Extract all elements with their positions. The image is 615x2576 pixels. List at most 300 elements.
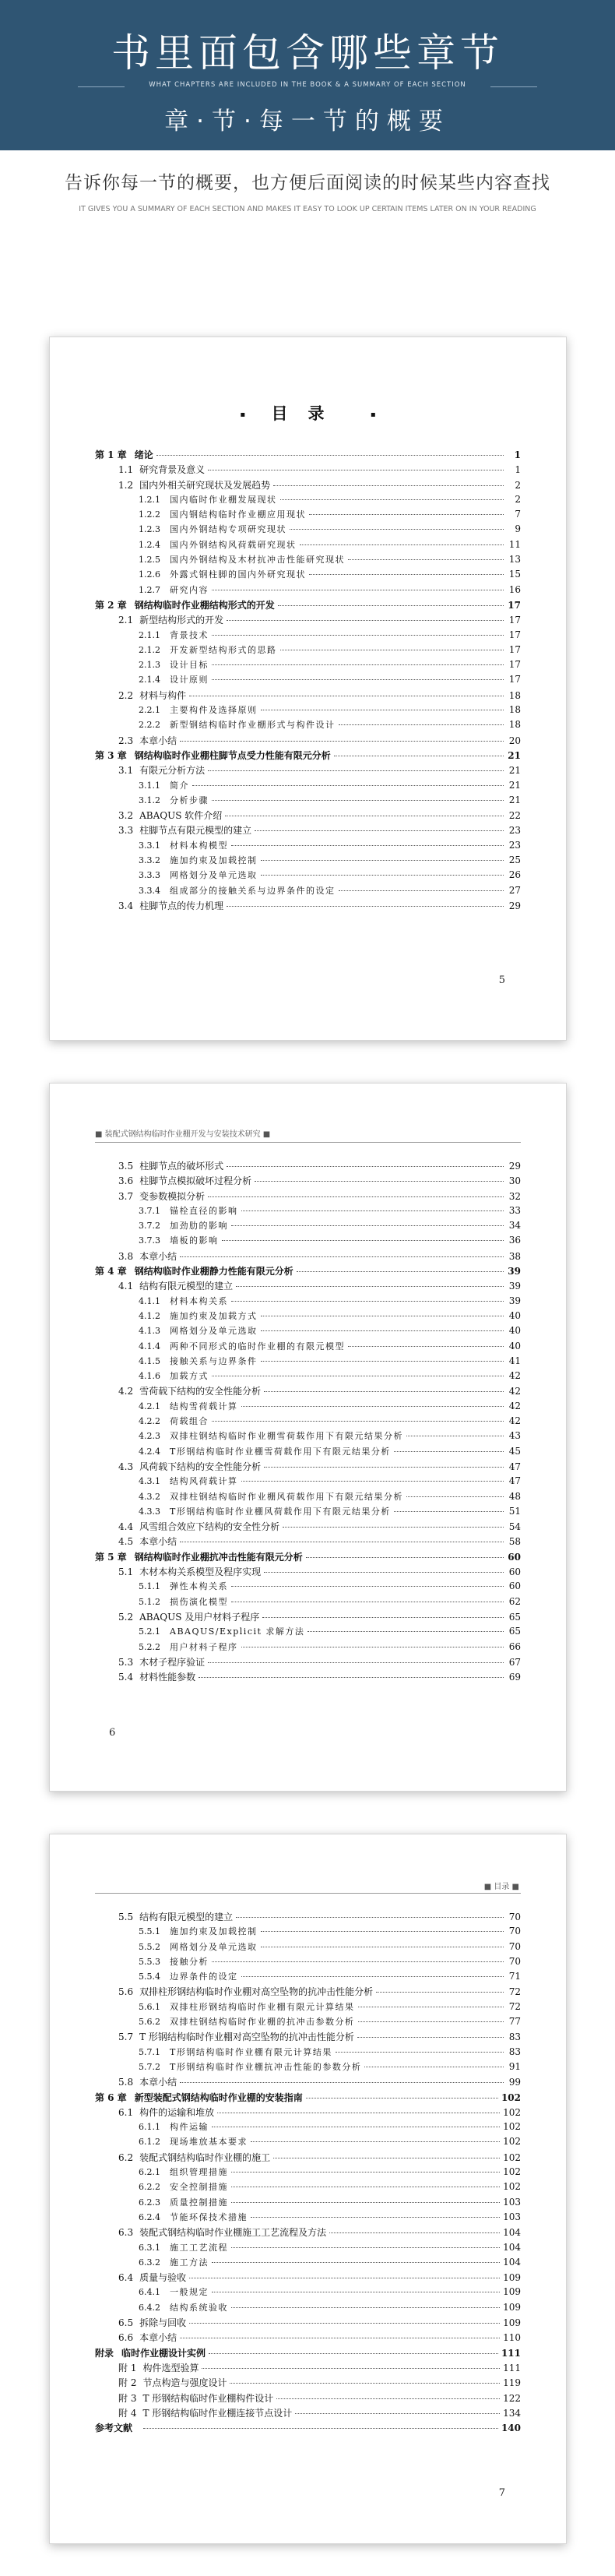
toc-entry <box>95 794 521 809</box>
toc-entry <box>95 2091 521 2106</box>
toc-entry-page: 29 <box>508 900 521 911</box>
toc-entry-page: 40 <box>508 1325 521 1337</box>
toc-entry <box>95 1234 521 1249</box>
toc-entry-page: 60 <box>508 1566 521 1578</box>
toc-entry-title: 构件选型验算 <box>142 2362 199 2373</box>
toc-entry-page: 104 <box>503 2256 521 2268</box>
toc-entry-number: 6.6 <box>118 2332 134 2344</box>
toc-entry-number: 第 4 章 <box>95 1266 127 1277</box>
toc-page-3 <box>49 1834 567 2544</box>
toc-entry <box>95 1565 521 1580</box>
toc-entry-number: 2.2.2 <box>139 720 160 731</box>
toc-entry <box>95 2075 521 2090</box>
toc-entry-number: 3.7.1 <box>139 1205 160 1216</box>
dot-leader <box>255 1181 504 1182</box>
dot-leader <box>227 906 504 907</box>
toc-entry-page: 71 <box>508 1971 521 1982</box>
toc-entry <box>95 2285 521 2300</box>
toc-entry <box>95 2225 521 2240</box>
dot-leader <box>231 1301 504 1302</box>
toc-entry-number: 2.2.1 <box>139 705 160 716</box>
toc-entry-number: 5.6.2 <box>139 2017 160 2028</box>
toc-entry-page: 104 <box>503 2241 521 2253</box>
toc-entry-page: 33 <box>508 1204 521 1216</box>
toc-entry-title: 背景技术 <box>170 629 209 640</box>
toc-entry-title: 网格划分及单元选取 <box>170 870 258 881</box>
toc-entry-page: 42 <box>508 1415 521 1427</box>
toc-entry <box>95 1340 521 1355</box>
banner-title: 书里面包含哪些章节 <box>111 30 504 76</box>
toc-entry-number: 6.5 <box>118 2317 134 2329</box>
dot-leader <box>212 800 504 801</box>
toc-entry-title: 弹性本构关系 <box>170 1581 228 1592</box>
toc-entry <box>95 2060 521 2075</box>
dot-leader <box>255 830 504 831</box>
toc-entry-page: 25 <box>508 855 521 866</box>
toc-list <box>95 1159 521 1685</box>
toc-entry-title: 临时作业棚设计实例 <box>121 2347 206 2359</box>
dot-leader <box>261 1330 504 1331</box>
toc-entry-title: 国内外钢结构及木材抗冲击性能研究现状 <box>170 555 345 566</box>
toc-entry-page: 13 <box>508 554 521 566</box>
toc-entry-number: 5.1 <box>118 1566 134 1578</box>
toc-entry-title: 墙板的影响 <box>170 1235 219 1246</box>
dot-leader <box>241 1210 504 1211</box>
toc-entry <box>95 2211 521 2225</box>
dot-leader <box>348 1346 504 1347</box>
toc-entry <box>95 734 521 749</box>
toc-entry-number: 2.1 <box>118 615 134 626</box>
toc-entry-number: 6.3.1 <box>139 2242 160 2253</box>
toc-entry <box>95 2046 521 2060</box>
toc-entry-number: 3.7.2 <box>139 1221 160 1232</box>
dot-leader <box>306 1557 504 1558</box>
toc-entry <box>95 1279 521 1294</box>
toc-entry-title: 组织管理措施 <box>170 2167 228 2178</box>
toc-entry-number: 附录 <box>95 2347 114 2359</box>
toc-entry <box>95 2000 521 2015</box>
toc-entry-title: 装配式钢结构临时作业棚的施工 <box>139 2151 271 2163</box>
toc-entry-title: 双排柱形钢结构临时作业棚对高空坠物的抗冲击性能分析 <box>139 1986 374 1998</box>
toc-entry-page: 39 <box>508 1266 521 1277</box>
toc-entry-number: 4.1.6 <box>139 1371 160 1382</box>
toc-entry <box>95 478 521 493</box>
toc-entry-number: 4.3 <box>118 1461 134 1472</box>
toc-entry-title: 新型结构形式的开发 <box>139 615 224 626</box>
toc-entry-title: 新型装配式钢结构临时作业棚的安装指南 <box>134 2091 303 2103</box>
dot-leader <box>143 2428 498 2429</box>
toc-entry-page: 72 <box>508 2000 521 2012</box>
toc-page-2 <box>49 1083 567 1792</box>
toc-entry <box>95 718 521 733</box>
toc-entry-number: 1.2.3 <box>139 524 160 535</box>
toc-entry <box>95 1910 521 1925</box>
toc-entry-page: 102 <box>503 2151 521 2163</box>
page-number: 5 <box>498 974 505 986</box>
toc-entry <box>95 493 521 508</box>
toc-entry-title: 材料本构模型 <box>170 840 228 851</box>
toc-entry-number: 3.4 <box>118 900 134 911</box>
toc-entry-number: 6.2.3 <box>139 2197 160 2208</box>
toc-entry-title: 本章小结 <box>139 2077 177 2088</box>
dot-leader <box>406 1496 504 1497</box>
toc-entry-page: 42 <box>508 1400 521 1411</box>
toc-entry-title: 外露式钢柱脚的国内外研究现状 <box>170 569 306 580</box>
dot-leader <box>261 860 504 861</box>
dot-leader <box>348 559 504 560</box>
toc-entry-page: 70 <box>508 1955 521 1967</box>
dot-leader <box>230 2383 500 2384</box>
toc-entry-number: 5.5.1 <box>139 1926 160 1937</box>
toc-entry-page: 39 <box>508 1295 521 1306</box>
toc-entry-number: 4.3.2 <box>139 1491 160 1502</box>
dot-leader <box>300 544 504 545</box>
dot-leader <box>212 1961 504 1962</box>
toc-entry-number: 6.2.1 <box>139 2167 160 2178</box>
toc-entry <box>95 2301 521 2316</box>
toc-entry-title: T形钢结构临时作业棚风荷载作用下有限元结果分析 <box>170 1506 391 1517</box>
dot-leader <box>212 635 504 636</box>
dot-leader <box>192 785 504 786</box>
toc-entry-number: 第 6 章 <box>95 2091 127 2103</box>
toc-entry-number: 3.1.2 <box>139 795 160 805</box>
dot-leader <box>264 1572 504 1573</box>
toc-entry-page: 65 <box>508 1611 521 1623</box>
toc-entry-title: 国内外相关研究现状及发展趋势 <box>139 479 271 491</box>
toc-entry <box>95 553 521 568</box>
dot-leader <box>264 1467 504 1468</box>
toc-entry-page: 102 <box>503 2136 521 2148</box>
toc-entry-title: T 形钢结构临时作业棚对高空坠物的抗冲击性能分析 <box>139 2032 354 2043</box>
toc-entry-page: 43 <box>508 1430 521 1442</box>
toc-entry-number: 2.1.2 <box>139 644 160 655</box>
toc-entry-page: 21 <box>508 779 521 791</box>
toc-entry-page: 11 <box>508 538 521 550</box>
toc-entry-title: T 形钢结构临时作业棚构件设计 <box>142 2392 274 2404</box>
toc-entry-number: 4.1.3 <box>139 1326 160 1337</box>
toc-entry <box>95 2361 521 2376</box>
toc-entry-title: 施加约束及加载控制 <box>170 1926 258 1937</box>
toc-entry-title: 施加约束及加载控制 <box>170 855 258 866</box>
toc-entry-title: 本章小结 <box>139 2332 177 2344</box>
toc-entry <box>95 1535 521 1549</box>
toc-entry <box>95 2256 521 2271</box>
toc-entry <box>95 448 521 463</box>
title-square-left: ▪ <box>240 411 246 419</box>
header-banner <box>0 0 615 150</box>
toc-entry-number: 3.2 <box>118 810 134 822</box>
toc-entry <box>95 508 521 523</box>
toc-entry <box>95 568 521 583</box>
toc-entry-title: 节能环保技术措施 <box>170 2211 248 2222</box>
toc-entry-page: 18 <box>508 704 521 716</box>
toc-entry-title: 风荷载下结构的安全性能分析 <box>139 1461 262 1472</box>
toc-entry <box>95 1295 521 1309</box>
toc-entry <box>95 583 521 598</box>
toc-entry-title: 用户材料子程序 <box>170 1641 238 1652</box>
toc-entry-title: 现场堆放基本要求 <box>170 2137 248 2148</box>
toc-entry-page: 42 <box>508 1386 521 1397</box>
toc-entry-title: 质量与验收 <box>139 2272 187 2284</box>
toc-entry-title: T形钢结构临时作业棚雪荷载作用下有限元结果分析 <box>170 1446 391 1457</box>
toc-entry-title: 钢结构临时作业棚静力性能有限元分析 <box>134 1266 293 1277</box>
page-number: 7 <box>498 2487 505 2499</box>
toc-entry-page: 109 <box>503 2286 521 2298</box>
dot-leader <box>308 1631 504 1632</box>
toc-entry-title: 新型钢结构临时作业棚形式与构件设计 <box>170 720 336 731</box>
toc-entry <box>95 1610 521 1625</box>
toc-entry <box>95 1625 521 1640</box>
dot-leader <box>376 1992 504 1993</box>
toc-entry-page: 1 <box>514 449 521 460</box>
toc-entry-page: 39 <box>508 1281 521 1292</box>
toc-entry-title: 施工工艺流程 <box>170 2242 228 2253</box>
dot-leader <box>231 2307 500 2308</box>
toc-entry <box>95 1219 521 1234</box>
toc-entry-page: 27 <box>508 884 521 896</box>
toc-entry-page: 103 <box>503 2211 521 2222</box>
toc-entry-page: 60 <box>508 1551 521 1563</box>
toc-entry-page: 111 <box>501 2347 521 2359</box>
toc-entry-number: 3.8 <box>118 1250 134 1262</box>
toc-entry-title: 加劲肋的影响 <box>170 1221 228 1232</box>
toc-entry-title: 绪论 <box>134 449 153 460</box>
toc-entry-number: 1.2 <box>118 479 134 491</box>
toc-entry <box>95 1490 521 1505</box>
toc-entry-number: 第 5 章 <box>95 1551 127 1563</box>
toc-entry-page: 77 <box>508 2016 521 2028</box>
toc-entry <box>95 1355 521 1369</box>
toc-entry-number: 附 2 <box>118 2377 137 2389</box>
toc-entry-number: 第 1 章 <box>95 449 127 460</box>
toc-entry-title: 开发新型结构形式的思路 <box>170 644 277 655</box>
toc-entry <box>95 1955 521 1970</box>
toc-entry-number: 4.2.2 <box>139 1416 160 1427</box>
dot-leader <box>180 2082 504 2083</box>
toc-entry-page: 17 <box>508 629 521 640</box>
toc-entry-page: 102 <box>503 2121 521 2133</box>
toc-entry-page: 62 <box>508 1595 521 1607</box>
dot-leader <box>231 2247 500 2248</box>
dot-leader <box>262 1617 504 1618</box>
toc-entry-page: 18 <box>508 689 521 701</box>
toc-entry-title: 双排柱钢结构临时作业棚雪荷载作用下有限元结果分析 <box>170 1431 403 1442</box>
toc-entry-number: 6.4.2 <box>139 2302 160 2313</box>
toc-entry <box>95 869 521 883</box>
dot-leader <box>336 2052 504 2053</box>
toc-entry-title: 本章小结 <box>139 735 177 746</box>
toc-entry-number: 4.1.5 <box>139 1355 160 1366</box>
toc-entry-number: 3.5 <box>118 1161 134 1172</box>
toc-entry-number: 5.4 <box>118 1672 134 1683</box>
toc-entry-number: 3.6 <box>118 1175 134 1187</box>
toc-entry-page: 58 <box>508 1536 521 1548</box>
toc-entry-title: 荷载组合 <box>170 1416 209 1427</box>
dot-leader <box>241 1481 504 1482</box>
dot-leader <box>394 1511 504 1512</box>
running-header: ■ 装配式钢结构临时作业棚开发与安装技术研究 ■ <box>95 1130 271 1139</box>
toc-entry <box>95 763 521 778</box>
toc-entry-title: 研究内容 <box>170 584 209 595</box>
toc-entry-page: 42 <box>508 1370 521 1382</box>
toc-entry-number: 4.1.4 <box>139 1341 160 1351</box>
toc-entry <box>95 703 521 718</box>
toc-entry-page: 30 <box>508 1175 521 1187</box>
toc-entry-number: 4.1 <box>118 1281 134 1292</box>
toc-entry-page: 109 <box>503 2301 521 2313</box>
toc-entry-page: 99 <box>508 2077 521 2088</box>
toc-entry-title: 结构有限元模型的建立 <box>139 1912 234 1922</box>
toc-entry <box>95 779 521 794</box>
toc-entry-title: 材料与构件 <box>139 689 187 701</box>
toc-entry <box>95 1595 521 1610</box>
toc-entry-title: 边界条件的设定 <box>170 1972 238 1982</box>
toc-entry-title: 拆除与回收 <box>139 2317 187 2329</box>
toc-entry-page: 17 <box>508 615 521 626</box>
toc-entry-page: 36 <box>508 1235 521 1246</box>
page-number: 6 <box>109 1727 116 1739</box>
toc-entry-title: 国内外钢结构专项研究现状 <box>170 524 286 535</box>
toc-entry-title: 柱脚节点的传力机理 <box>139 900 224 911</box>
toc-entry-title: 变参数模拟分析 <box>139 1190 206 1202</box>
toc-entry-title: 网格划分及单元选取 <box>170 1326 258 1337</box>
toc-entry <box>95 1640 521 1655</box>
dot-leader <box>278 605 504 606</box>
toc-entry-page: 72 <box>508 1986 521 1998</box>
dot-leader <box>202 2368 500 2369</box>
dot-leader <box>280 499 504 500</box>
toc-entry-page: 16 <box>508 583 521 595</box>
dot-leader <box>212 664 504 665</box>
toc-entry <box>95 823 521 838</box>
toc-entry-page: 83 <box>508 2046 521 2057</box>
toc-entry-page: 34 <box>508 1220 521 1232</box>
toc-entry-title: 钢结构临时作业棚柱脚节点受力性能有限元分析 <box>134 749 331 761</box>
toc-entry-page: 21 <box>508 749 521 761</box>
toc-entry <box>95 1460 521 1475</box>
toc-entry-page: 38 <box>508 1250 521 1262</box>
dot-leader <box>222 1240 504 1241</box>
toc-entry-number: 6.2.2 <box>139 2182 160 2193</box>
toc-entry-number: 1.2.5 <box>139 555 160 566</box>
dot-leader <box>264 1391 504 1392</box>
toc-entry-title: 双排柱钢结构临时作业棚风荷载作用下有限元结果分析 <box>170 1491 403 1502</box>
toc-entry-page: 122 <box>503 2392 521 2404</box>
toc-entry-title: 施工方法 <box>170 2257 209 2268</box>
toc-entry <box>95 2106 521 2120</box>
toc-entry-page: 48 <box>508 1490 521 1502</box>
toc-entry-page: 83 <box>508 2032 521 2043</box>
toc-entry <box>95 643 521 658</box>
toc-entry-number: 4.3.1 <box>139 1476 160 1487</box>
toc-entry-number: 6.4 <box>118 2272 134 2284</box>
toc-entry-number: 2.1.3 <box>139 660 160 671</box>
toc-entry-number: 1.2.2 <box>139 509 160 520</box>
toc-entry-number: 4.4 <box>118 1521 134 1533</box>
toc-entry-page: 45 <box>508 1445 521 1457</box>
dot-leader <box>212 2262 500 2263</box>
dot-leader <box>273 485 504 486</box>
dot-leader <box>231 1586 504 1587</box>
toc-entry <box>95 2015 521 2030</box>
toc-entry-number: 5.5.4 <box>139 1972 160 1982</box>
toc-entry-number: 6.3.2 <box>139 2257 160 2268</box>
toc-entry-title: 木材子程序验证 <box>139 1656 206 1668</box>
toc-entry-number: 5.2 <box>118 1611 134 1623</box>
toc-entry-title: 网格划分及单元选取 <box>170 1941 258 1952</box>
dot-leader <box>199 1677 504 1678</box>
toc-entry-title: 加载方式 <box>170 1371 209 1382</box>
toc-entry <box>95 809 521 823</box>
toc-entry-title: 研究背景及意义 <box>139 464 206 476</box>
toc-entry-number: 6.1 <box>118 2106 134 2118</box>
toc-entry <box>95 2120 521 2135</box>
dot-leader <box>329 2232 500 2233</box>
toc-entry-page: 2 <box>515 479 521 491</box>
toc-entry-page: 102 <box>501 2091 521 2103</box>
toc-entry-number: 1.2.4 <box>139 539 160 550</box>
toc-list <box>95 448 521 914</box>
toc-entry-page: 102 <box>503 2181 521 2193</box>
toc-entry-title: ABAQUS/Explicit 求解方法 <box>170 1626 305 1637</box>
toc-entry <box>95 523 521 537</box>
toc-entry <box>95 1309 521 1324</box>
toc-entry-page: 60 <box>508 1580 521 1592</box>
toc-title-text: 目录 <box>271 403 345 423</box>
toc-entry-number: 附 3 <box>118 2392 137 2404</box>
toc-entry-title: 简介 <box>170 780 189 791</box>
toc-entry <box>95 1189 521 1204</box>
toc-entry-title: T形钢结构临时作业棚抗冲击性能的参数分析 <box>170 2061 362 2072</box>
toc-entry-page: 18 <box>508 719 521 731</box>
toc-entry-number: 附 1 <box>118 2362 137 2373</box>
toc-entry-number: 2.2 <box>118 689 134 701</box>
dot-leader <box>212 1421 504 1422</box>
toc-entry-title: 木材本构关系模型及程序实现 <box>139 1566 262 1578</box>
toc-entry-number: 5.3 <box>118 1656 134 1668</box>
toc-entry-title: 接触分析 <box>170 1956 209 1967</box>
toc-entry <box>95 1580 521 1595</box>
toc-entry-title: 结构有限元模型的建立 <box>139 1281 234 1292</box>
toc-page-1 <box>49 337 567 1041</box>
dot-leader <box>241 1406 504 1407</box>
dot-leader <box>295 2413 500 2414</box>
toc-entry-number: 3.3.1 <box>139 840 160 851</box>
toc-entry-number: 参考文献 <box>95 2423 133 2434</box>
toc-entry <box>95 2331 521 2345</box>
toc-entry-title: 分析步骤 <box>170 795 209 805</box>
toc-entry <box>95 2165 521 2180</box>
toc-entry <box>95 1925 521 1940</box>
toc-entry-page: 17 <box>508 659 521 671</box>
dot-leader <box>251 2217 500 2218</box>
toc-entry <box>95 1249 521 1264</box>
dot-leader <box>227 620 504 621</box>
toc-entry-number: 6.1.2 <box>139 2137 160 2148</box>
dot-leader <box>297 1271 504 1272</box>
toc-entry-title: 接触关系与边界条件 <box>170 1355 258 1366</box>
toc-entry-number: 5.7 <box>118 2032 134 2043</box>
toc-entry-page: 66 <box>508 1640 521 1652</box>
toc-entry <box>95 1384 521 1399</box>
toc-entry-page: 40 <box>508 1340 521 1351</box>
dot-leader <box>231 2202 500 2203</box>
dot-leader <box>283 1527 504 1528</box>
toc-entry-title: 损伤演化模型 <box>170 1596 228 1607</box>
toc-entry-page: 119 <box>503 2377 521 2389</box>
toc-entry-number: 第 3 章 <box>95 749 127 761</box>
toc-entry <box>95 2376 521 2391</box>
